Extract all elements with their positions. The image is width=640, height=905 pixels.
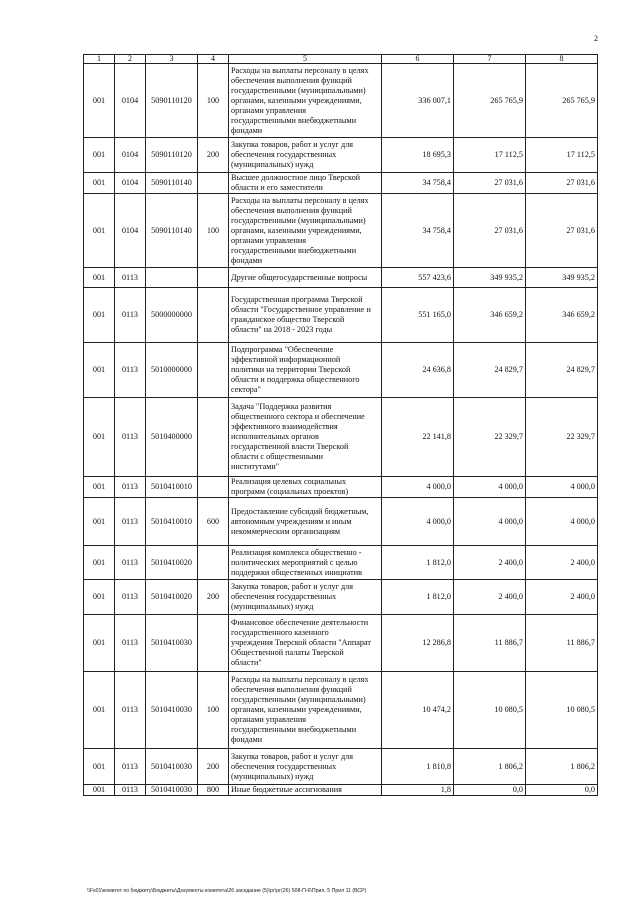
expense-type: 200 bbox=[198, 749, 229, 785]
table-row bbox=[84, 64, 598, 138]
expense-type bbox=[198, 288, 229, 343]
amount-col6: 1 812,0 bbox=[382, 580, 454, 615]
amount-col6: 34 758,4 bbox=[382, 173, 454, 194]
item-description: Закупка товаров, работ и услуг для обеспечения государственных (муниципальных) нужд bbox=[229, 138, 382, 173]
item-description: Закупка товаров, работ и услуг для обеспечения государственных (муниципальных) нужд bbox=[229, 580, 382, 615]
amount-col8: 10 080,5 bbox=[526, 672, 598, 749]
amount-col8: 265 765,9 bbox=[526, 64, 598, 138]
admin-code: 001 bbox=[84, 477, 115, 498]
amount-col6: 1,8 bbox=[382, 785, 454, 796]
amount-col6: 18 695,3 bbox=[382, 138, 454, 173]
table-row bbox=[84, 138, 598, 173]
admin-code: 001 bbox=[84, 580, 115, 615]
admin-code: 001 bbox=[84, 138, 115, 173]
column-header: 1 bbox=[84, 55, 115, 64]
amount-col7: 2 400,0 bbox=[454, 580, 526, 615]
table-row bbox=[84, 615, 598, 672]
column-header: 3 bbox=[146, 55, 198, 64]
table-row bbox=[84, 749, 598, 785]
item-description: Предоставление субсидий бюджетным, автономным учреждениям и иным некоммерческим организациям bbox=[229, 498, 382, 546]
column-header: 4 bbox=[198, 55, 229, 64]
table-row bbox=[84, 398, 598, 477]
amount-col6: 24 636,8 bbox=[382, 343, 454, 398]
file-path-footer: \\Fs01\комитет по бюджету\Бюджеты\Документы комитета\26 заседание (5)\рг\рг(26) 508-П-6\Прил. 5 Прил 11 (ВСР) bbox=[87, 888, 367, 894]
amount-col8: 11 886,7 bbox=[526, 615, 598, 672]
expense-type bbox=[198, 173, 229, 194]
target-article: 5090110120 bbox=[146, 138, 198, 173]
amount-col6: 1 812,0 bbox=[382, 546, 454, 580]
column-header: 7 bbox=[454, 55, 526, 64]
amount-col8: 22 329,7 bbox=[526, 398, 598, 477]
section-code: 0113 bbox=[115, 580, 146, 615]
amount-col7: 1 806,2 bbox=[454, 749, 526, 785]
section-code: 0104 bbox=[115, 64, 146, 138]
amount-col8: 2 400,0 bbox=[526, 546, 598, 580]
expense-type: 100 bbox=[198, 672, 229, 749]
amount-col7: 349 935,2 bbox=[454, 268, 526, 288]
expense-type bbox=[198, 615, 229, 672]
admin-code: 001 bbox=[84, 173, 115, 194]
table-row bbox=[84, 785, 598, 796]
admin-code: 001 bbox=[84, 546, 115, 580]
expense-type: 800 bbox=[198, 785, 229, 796]
amount-col8: 346 659,2 bbox=[526, 288, 598, 343]
amount-col8: 17 112,5 bbox=[526, 138, 598, 173]
expense-type bbox=[198, 477, 229, 498]
amount-col6: 4 000,0 bbox=[382, 477, 454, 498]
expense-type: 200 bbox=[198, 580, 229, 615]
section-code: 0113 bbox=[115, 749, 146, 785]
amount-col7: 24 829,7 bbox=[454, 343, 526, 398]
target-article bbox=[146, 268, 198, 288]
admin-code: 001 bbox=[84, 288, 115, 343]
amount-col6: 34 758,4 bbox=[382, 194, 454, 268]
amount-col7: 27 031,6 bbox=[454, 173, 526, 194]
section-code: 0113 bbox=[115, 785, 146, 796]
amount-col6: 336 007,1 bbox=[382, 64, 454, 138]
amount-col8: 2 400,0 bbox=[526, 580, 598, 615]
table-row bbox=[84, 194, 598, 268]
column-header: 8 bbox=[526, 55, 598, 64]
item-description: Подпрограмма "Обеспечение эффективной информационной политики на территории Тверской области и поддержка общественного сектора" bbox=[229, 343, 382, 398]
amount-col6: 551 165,0 bbox=[382, 288, 454, 343]
section-code: 0104 bbox=[115, 194, 146, 268]
item-description: Иные бюджетные ассигнования bbox=[229, 785, 382, 796]
section-code: 0113 bbox=[115, 268, 146, 288]
target-article: 5010410020 bbox=[146, 580, 198, 615]
amount-col7: 265 765,9 bbox=[454, 64, 526, 138]
target-article: 5000000000 bbox=[146, 288, 198, 343]
admin-code: 001 bbox=[84, 672, 115, 749]
amount-col6: 22 141,8 bbox=[382, 398, 454, 477]
admin-code: 001 bbox=[84, 398, 115, 477]
admin-code: 001 bbox=[84, 785, 115, 796]
amount-col8: 4 000,0 bbox=[526, 498, 598, 546]
target-article: 5010000000 bbox=[146, 343, 198, 398]
table-row bbox=[84, 268, 598, 288]
target-article: 5010410020 bbox=[146, 546, 198, 580]
item-description: Расходы на выплаты персоналу в целях обеспечения выполнения функций государственными (муниципальными) органами, казенными учреждениями, органами управления государственными внебюджетными фондами bbox=[229, 64, 382, 138]
amount-col6: 557 423,6 bbox=[382, 268, 454, 288]
amount-col6: 10 474,2 bbox=[382, 672, 454, 749]
section-code: 0113 bbox=[115, 672, 146, 749]
target-article: 5090110140 bbox=[146, 173, 198, 194]
table-row bbox=[84, 173, 598, 194]
item-description: Государственная программа Тверской области "Государственное управление и гражданское общество Тверской области" на 2018 - 2023 годы bbox=[229, 288, 382, 343]
target-article: 5010410030 bbox=[146, 749, 198, 785]
amount-col8: 4 000,0 bbox=[526, 477, 598, 498]
admin-code: 001 bbox=[84, 268, 115, 288]
section-code: 0113 bbox=[115, 288, 146, 343]
amount-col7: 4 000,0 bbox=[454, 477, 526, 498]
item-description: Реализация комплекса общественно - политических мероприятий с целью поддержки общественных инициатив bbox=[229, 546, 382, 580]
item-description: Задача "Поддержка развития общественного сектора и обеспечение эффективного взаимодействия исполнительных органов государственной власти Тверской области с общественными институтами" bbox=[229, 398, 382, 477]
item-description: Высшее должностное лицо Тверской области и его заместители bbox=[229, 173, 382, 194]
table-row bbox=[84, 580, 598, 615]
expense-type: 600 bbox=[198, 498, 229, 546]
target-article: 5010410030 bbox=[146, 785, 198, 796]
target-article: 5090110120 bbox=[146, 64, 198, 138]
amount-col8: 27 031,6 bbox=[526, 194, 598, 268]
target-article: 5010400000 bbox=[146, 398, 198, 477]
item-description: Реализация целевых социальных программ (социальных проектов) bbox=[229, 477, 382, 498]
admin-code: 001 bbox=[84, 498, 115, 546]
amount-col8: 1 806,2 bbox=[526, 749, 598, 785]
table-row bbox=[84, 477, 598, 498]
table-row bbox=[84, 498, 598, 546]
page-number: 2 bbox=[594, 34, 598, 43]
amount-col7: 2 400,0 bbox=[454, 546, 526, 580]
header-row bbox=[84, 55, 598, 64]
admin-code: 001 bbox=[84, 64, 115, 138]
section-code: 0113 bbox=[115, 546, 146, 580]
admin-code: 001 bbox=[84, 615, 115, 672]
amount-col7: 22 329,7 bbox=[454, 398, 526, 477]
amount-col8: 24 829,7 bbox=[526, 343, 598, 398]
target-article: 5010410010 bbox=[146, 498, 198, 546]
expense-type bbox=[198, 268, 229, 288]
expense-type: 200 bbox=[198, 138, 229, 173]
section-code: 0104 bbox=[115, 173, 146, 194]
item-description: Другие общегосударственные вопросы bbox=[229, 268, 382, 288]
expense-type bbox=[198, 546, 229, 580]
item-description: Расходы на выплаты персоналу в целях обеспечения выполнения функций государственными (муниципальными) органами, казенными учреждениями, органами управления государственными внебюджетными фондами bbox=[229, 672, 382, 749]
admin-code: 001 bbox=[84, 343, 115, 398]
target-article: 5010410010 bbox=[146, 477, 198, 498]
table-row bbox=[84, 288, 598, 343]
target-article: 5010410030 bbox=[146, 615, 198, 672]
admin-code: 001 bbox=[84, 194, 115, 268]
amount-col7: 10 080,5 bbox=[454, 672, 526, 749]
target-article: 5090110140 bbox=[146, 194, 198, 268]
item-description: Финансовое обеспечение деятельности государственного казенного учреждения Тверской области "Аппарат Общественной палаты Тверской области" bbox=[229, 615, 382, 672]
amount-col7: 11 886,7 bbox=[454, 615, 526, 672]
amount-col7: 27 031,6 bbox=[454, 194, 526, 268]
section-code: 0113 bbox=[115, 477, 146, 498]
expense-type bbox=[198, 343, 229, 398]
expense-type: 100 bbox=[198, 194, 229, 268]
amount-col7: 0,0 bbox=[454, 785, 526, 796]
expense-type bbox=[198, 398, 229, 477]
item-description: Расходы на выплаты персоналу в целях обеспечения выполнения функций государственными (муниципальными) органами, казенными учреждениями, органами управления государственными внебюджетными фондами bbox=[229, 194, 382, 268]
amount-col7: 4 000,0 bbox=[454, 498, 526, 546]
amount-col6: 12 286,8 bbox=[382, 615, 454, 672]
target-article: 5010410030 bbox=[146, 672, 198, 749]
budget-table bbox=[83, 54, 598, 796]
amount-col7: 17 112,5 bbox=[454, 138, 526, 173]
section-code: 0113 bbox=[115, 615, 146, 672]
section-code: 0113 bbox=[115, 398, 146, 477]
column-header: 6 bbox=[382, 55, 454, 64]
expense-type: 100 bbox=[198, 64, 229, 138]
amount-col8: 27 031,6 bbox=[526, 173, 598, 194]
admin-code: 001 bbox=[84, 749, 115, 785]
amount-col6: 1 810,8 bbox=[382, 749, 454, 785]
amount-col6: 4 000,0 bbox=[382, 498, 454, 546]
item-description: Закупка товаров, работ и услуг для обеспечения государственных (муниципальных) нужд bbox=[229, 749, 382, 785]
amount-col7: 346 659,2 bbox=[454, 288, 526, 343]
table-row bbox=[84, 343, 598, 398]
section-code: 0113 bbox=[115, 498, 146, 546]
section-code: 0113 bbox=[115, 343, 146, 398]
amount-col8: 0,0 bbox=[526, 785, 598, 796]
amount-col8: 349 935,2 bbox=[526, 268, 598, 288]
column-header: 5 bbox=[229, 55, 382, 64]
table-row bbox=[84, 546, 598, 580]
section-code: 0104 bbox=[115, 138, 146, 173]
column-header: 2 bbox=[115, 55, 146, 64]
table-row bbox=[84, 672, 598, 749]
